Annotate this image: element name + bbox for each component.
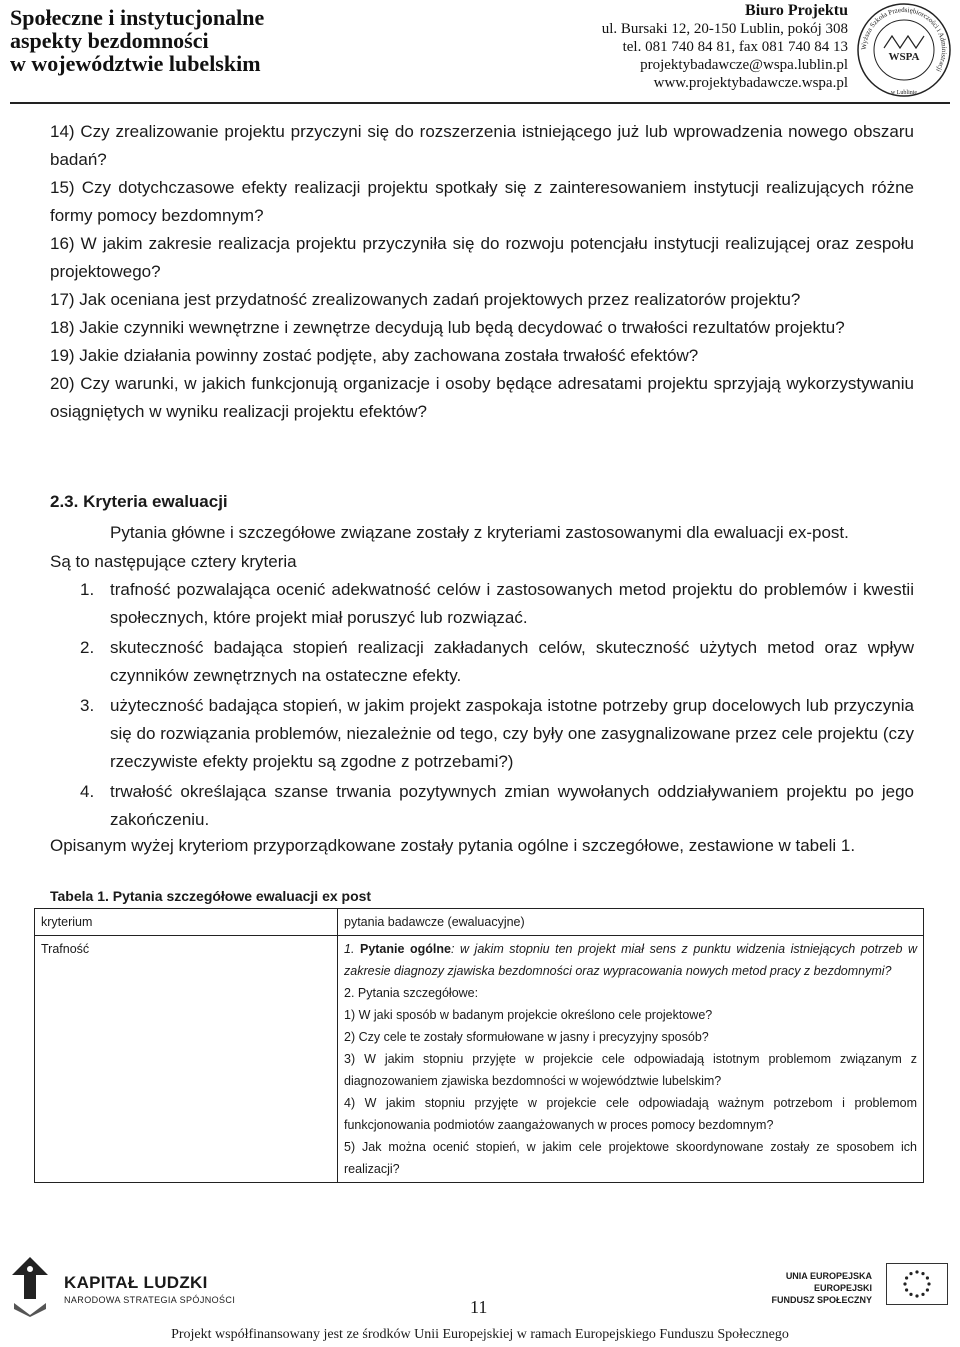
office-website: www.projektybadawcze.wspa.pl: [653, 75, 848, 91]
kapital-ludzki-subtitle: NARODOWA STRATEGIA SPÓJNOŚCI: [64, 1295, 236, 1305]
general-question-number: 1.: [344, 942, 355, 956]
eu-label-line: FUNDUSZ SPOŁECZNY: [771, 1295, 872, 1305]
kapital-ludzki-logo-icon: [10, 1255, 50, 1317]
detail-question: 5) Jak można ocenić stopień, w jakim cele projektowe skoordynowane zostały ze sposobem ich realizacji?: [344, 1140, 917, 1176]
eu-label-line: UNIA EUROPEJSKA: [785, 1271, 872, 1281]
detail-questions-label: 2. Pytania szczegółowe:: [344, 986, 479, 1000]
criteria-item: [50, 634, 914, 690]
kapital-ludzki-name: KAPITAŁ LUDZKI: [64, 1273, 208, 1292]
table-cell-criterion: Trafność: [35, 936, 338, 1183]
wspa-logo-icon: [854, 0, 954, 100]
header-divider: [10, 102, 950, 104]
section-heading: 2.3. Kryteria ewaluacji: [50, 492, 228, 511]
project-title-line: Społeczne i instytucjonalne: [10, 5, 265, 30]
criteria-text: skuteczność badająca stopień realizacji zakładanych celów, skuteczność użytych metod oraz wpływ czynników zewnętrznych na ostateczne efekty.: [110, 638, 914, 685]
criteria-item: [50, 692, 914, 776]
criteria-number: 3.: [80, 696, 95, 715]
criteria-number: 2.: [80, 638, 95, 657]
eu-label-line: EUROPEJSKI: [813, 1283, 872, 1293]
question-item: 20) Czy warunki, w jakich funkcjonują organizacje i osoby będące adresatami projektu sprzyjają wykorzystywaniu osiągniętych w wyniku realizacji projektu efektów?: [50, 374, 914, 421]
cofinancing-note: Projekt współfinansowany jest ze środków Unii Europejskiej w ramach Europejskiego Funduszu Społecznego: [171, 1327, 789, 1342]
page-number: 11: [470, 1297, 488, 1317]
office-email: projektybadawcze@wspa.lublin.pl: [640, 57, 848, 73]
eu-flag-icon: [886, 1263, 948, 1305]
criteria-item: [50, 778, 914, 834]
eu-label: [771, 1270, 872, 1306]
criteria-list: [50, 576, 914, 836]
question-item: 17) Jak oceniana jest przydatność zrealizowanych zadań projektowych przez realizatorów projektu?: [50, 290, 801, 309]
evaluation-table: [34, 908, 924, 1183]
logo-ring-text: Wyższa Szkoła Przedsiębiorczości i Administracji: [859, 5, 949, 74]
table-header-criterion: kryterium: [35, 909, 338, 936]
project-title: [10, 6, 310, 75]
criteria-text: użyteczność badająca stopień, w jakim projekt zaspokaja istotne potrzeby grup docelowych lub przyczynia się do rozwiązania problemów, niezależnie od tego, czy były one zasygnalizowane przez cele projektu (czy rzeczywiste efekty projektu są zgodne z potrzebami?): [110, 696, 914, 771]
table-header-questions: pytania badawcze (ewaluacyjne): [338, 909, 924, 936]
question-item: 18) Jakie czynniki wewnętrzne i zewnętrze decydują lub będą decydować o trwałości rezultatów projektu?: [50, 318, 845, 337]
detail-question: 3) W jakim stopniu przyjęte w projekcie cele odpowiadają istotnym problemom związanym z diagnozowaniem zjawiska bezdomności w województwie lubelskim?: [344, 1052, 917, 1088]
detail-question: 1) W jaki sposób w badanym projekcie określono cele projektowe?: [344, 1008, 713, 1022]
table-header-row: [35, 909, 924, 936]
detail-question: 4) W jakim stopniu przyjęte w projekcie cele odpowiadają ważnym potrzebom i problemom funkcjonowania podmiotów zaangażowanych w proces pomocy bezdomnym?: [344, 1096, 917, 1132]
question-item: 16) W jakim zakresie realizacja projektu przyczyniła się do rozwoju potencjału instytucji realizującej oraz zespołu projektowego?: [50, 234, 914, 281]
criteria-text: trafność pozwalająca ocenić adekwatność celów i zastosowanych metod projektu do problemów i kwestii społecznych, które projekt miał poruszyć lub rozwiązać.: [110, 580, 914, 627]
logo-text: WSPA: [888, 51, 920, 63]
criteria-number: 4.: [80, 782, 95, 801]
eu-flag-stars: [903, 1270, 930, 1297]
office-title: Biuro Projektu: [745, 2, 848, 19]
section-outro: Opisanym wyżej kryteriom przyporządkowane zostały pytania ogólne i szczegółowe, zestawione w tabeli 1.: [50, 836, 856, 855]
project-office-info: [548, 2, 848, 92]
section-intro-continued: Są to następujące cztery kryteria: [50, 552, 297, 571]
question-item: 14) Czy zrealizowanie projektu przyczyni się do rozszerzenia istniejącego już lub wprowadzenia nowego obszaru badań?: [50, 122, 914, 169]
general-question-label: Pytanie ogólne: [359, 942, 451, 956]
question-item: 19) Jakie działania powinny zostać podjęte, aby zachowana została trwałość efektów?: [50, 346, 699, 365]
general-question-text: : w jakim stopniu ten projekt miał sens z punktu widzenia istniejących potrzeb w zakresie diagnozy zjawiska bezdomności oraz wypracowania nowych metod pracy z bezdomnymi?: [344, 942, 917, 978]
general-question: [344, 938, 917, 982]
question-list: [50, 118, 914, 426]
office-phone: tel. 081 740 84 81, fax 081 740 84 13: [622, 39, 848, 55]
table-cell-questions: [338, 936, 924, 1183]
logo-city: w Lublinie: [890, 90, 918, 96]
question-item: 15) Czy dotychczasowe efekty realizacji projektu spotkały się z zainteresowaniem instytucji realizujących różne formy pomocy bezdomnym?: [50, 178, 914, 225]
project-title-line: w województwie lubelskim: [10, 51, 261, 76]
office-address: ul. Bursaki 12, 20-150 Lublin, pokój 308: [601, 21, 848, 37]
detail-question: 2) Czy cele te zostały sformułowane w jasny i precyzyjny sposób?: [344, 1030, 709, 1044]
table-row: [35, 936, 924, 1183]
criteria-text: trwałość określająca szanse trwania pozytywnych zmian wywołanych oddziaływaniem projektu po jego zakończeniu.: [110, 782, 914, 829]
project-title-line: aspekty bezdomności: [10, 28, 209, 53]
table-caption: Tabela 1. Pytania szczegółowe ewaluacji ex post: [50, 888, 372, 904]
criteria-item: [50, 576, 914, 632]
section-intro: Pytania główne i szczegółowe związane zostały z kryteriami zastosowanymi dla ewaluacji ex-post.: [110, 523, 849, 542]
criteria-number: 1.: [80, 580, 95, 599]
